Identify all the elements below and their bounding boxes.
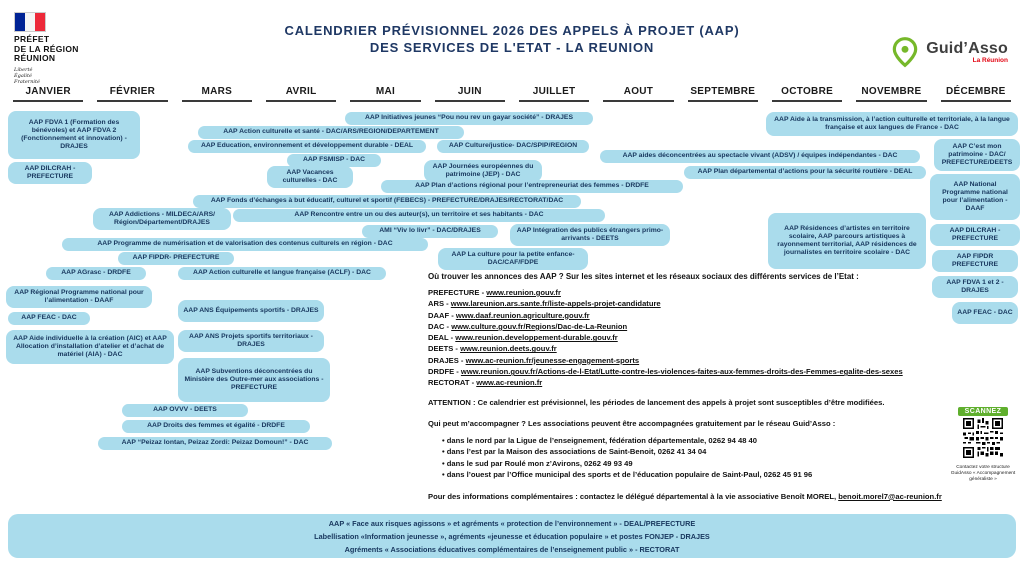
accompany-heading: Qui peut m’accompagner ? Les associations peuvent être accompagnées gratuitement par le réseau Guid’Asso : (428, 418, 836, 428)
agency-name: RECTORAT - (428, 378, 477, 388)
calendar-bar: AAP Education, environnement et développement durable - DEAL (188, 140, 426, 153)
month-header: JUIN (435, 86, 505, 102)
scannez-badge: SCANNEZ (958, 407, 1009, 416)
agency-link-row (428, 310, 1006, 321)
calendar-bar: AAP FIPDR- PREFECTURE (118, 252, 234, 265)
agency-url-link[interactable]: www.ac-reunion.fr/jeunesse-engagement-sports (465, 355, 640, 365)
calendar-bar: AAP La culture pour la petite enfance- DAC/CAF/FDPE (438, 248, 588, 270)
calendar-bar: AAP Culture/justice- DAC/SPIP/REGION (437, 140, 589, 153)
month-header: FÉVRIER (97, 86, 167, 102)
calendar-bar: AAP FDVA 1 (Formation des bénévoles) et AAP FDVA 2 (Fonctionnement et innovation) - DRAJES (8, 111, 140, 159)
calendar-bar: AAP Résidences d’artistes en territoire scolaire, AAP parcours artistiques à rayonnement territorial, AAP résidences de journalistes en territoire scolaire - DAC (768, 213, 926, 269)
agency-link-row (428, 321, 1006, 332)
month-header: JUILLET (519, 86, 589, 102)
contact-text: Pour des informations complémentaires : contactez le délégué départemental à la vie associative Benoît MOREL, (428, 491, 839, 501)
month-header: AOUT (603, 86, 673, 102)
contact-line (428, 492, 1006, 501)
agency-name: DEAL - (428, 333, 456, 343)
month-header: OCTOBRE (772, 86, 842, 102)
info-heading: Où trouver les annonces des AAP ? Sur les sites internet et les réseaux sociaux des différents services de l’Etat : (428, 272, 859, 281)
agency-name: DAC - (428, 321, 452, 331)
prefet-motto: Liberté Égalité Fraternité (14, 66, 40, 85)
agency-url-link[interactable]: www.reunion.deets.gouv.fr (460, 344, 557, 354)
qr-block (946, 400, 1020, 482)
calendar-bar: AAP Subventions déconcentrées du Ministère des Outre-mer aux associations - PREFECTURE (178, 358, 330, 402)
agency-link-row (428, 332, 1006, 343)
month-header: NOVEMBRE (856, 86, 926, 102)
agency-link-row (428, 377, 1006, 388)
agency-url-link[interactable]: www.lareunion.ars.sante.fr/liste-appels-projet-candidature (450, 299, 661, 309)
agency-link-row (428, 287, 1006, 298)
calendar-bar: AAP Aide à la transmission, à l’action culturelle et territoriale, à la langue française et aux langues de France - DAC (766, 112, 1018, 136)
month-header: MAI (350, 86, 420, 102)
agency-name: DRAJES - (428, 355, 466, 365)
calendar-bar: AAP FEAC - DAC (952, 302, 1018, 324)
calendar-bar: AAP AGrasc - DRDFE (46, 267, 146, 280)
agency-link-row (428, 343, 1006, 354)
calendar-bar: AAP ANS Équipements sportifs - DRAJES (178, 300, 324, 322)
calendar-bar: AAP DILCRAH - PREFECTURE (930, 224, 1020, 246)
agency-name: DRDFE - (428, 367, 461, 377)
agency-link-row (428, 355, 1006, 366)
title-line2: DES SERVICES DE L'ETAT - LA REUNION (369, 40, 655, 55)
calendar-bar: AAP Programme de numérisation et de valorisation des contenus culturels en région - DAC (62, 238, 428, 251)
prefet-line1: PRÉFET (14, 34, 50, 44)
footer-line: Labellisation «Information jeunesse », agréments «jeunesse et éducation populaire » et postes FONJEP - DRAJES (314, 531, 710, 541)
agency-name: DAAF - (428, 310, 456, 320)
calendar-bar: AAP aides déconcentrées au spectacle vivant (ADSV) / équipes indépendantes - DAC (600, 150, 920, 163)
calendar-bar: AAP Action culturelle et santé - DAC/ARS/REGION/DEPARTEMENT (198, 126, 464, 139)
calendar-bar: AAP Plan départemental d’actions pour la sécurité routière - DEAL (684, 166, 926, 179)
month-header: JANVIER (13, 86, 83, 102)
calendar-bar: AAP Journées européennes du patrimoine (JEP) - DAC (424, 160, 542, 182)
calendar-bar: AAP Initiatives jeunes “Pou nou rev un gayar société” - DRAJES (345, 112, 593, 125)
footer-banner (8, 514, 1016, 558)
calendar-bar: AAP Vacances culturelles - DAC (267, 166, 353, 188)
agency-link-row (428, 366, 1006, 377)
calendar-bar: AAP National Programme national pour l’alimentation - DAAF (930, 174, 1020, 220)
calendar-bar: AAP Rencontre entre un ou des auteur(s), un territoire et ses habitants - DAC (233, 209, 605, 222)
calendar-bar: AAP DILCRAH - PREFECTURE (8, 162, 92, 184)
helper-item: • dans le sud par Roulé mon z’Avirons, 0262 49 93 49 (442, 458, 1006, 470)
calendar-bar: AAP Régional Programme national pour l’alimentation - DAAF (6, 286, 152, 308)
calendar-bar: AAP FSMISP - DAC (287, 154, 381, 167)
helper-item: • dans l’ouest par l’Office municipal des sports et de l’éducation populaire de Saint-Paul, 0262 45 91 96 (442, 469, 1006, 481)
calendar-bar: AAP “Peizaz lontan, Peizaz Zordi: Peizaz Domoun!” - DAC (98, 437, 332, 450)
calendar-bar: AAP Intégration des publics étrangers primo-arrivants - DEETS (510, 224, 670, 246)
calendar-bar: AAP Droits des femmes et égalité - DRDFE (122, 420, 310, 433)
guidasso-region: La Réunion (972, 57, 1008, 64)
calendar-bar: AAP Addictions - MILDECA/ARS/ Région/Département/DRAJES (93, 208, 231, 230)
title-line1: CALENDRIER PRÉVISIONNEL 2026 DES APPELS À PROJET (AAP) (284, 23, 740, 38)
qr-caption: Contactez votre structure GuidAsso « Accompagnement généraliste » (950, 465, 1016, 482)
helper-item: • dans le nord par la Ligue de l’enseignement, fédération départementale, 0262 94 48 40 (442, 435, 1006, 447)
calendar-bar: AAP OVVV - DEETS (122, 404, 248, 417)
calendar-bar: AAP ANS Projets sportifs territoriaux - DRAJES (178, 330, 324, 352)
agency-url-link[interactable]: www.reunion.gouv.fr (486, 288, 561, 297)
calendar-bar: AAP FEAC - DAC (8, 312, 90, 325)
month-header: AVRIL (266, 86, 336, 102)
agency-name: DEETS - (428, 344, 461, 354)
month-header: SEPTEMBRE (688, 86, 758, 102)
month-header: MARS (182, 86, 252, 102)
calendar-bar: AAP FIPDR PREFECTURE (932, 250, 1018, 272)
footer-line: Agréments « Associations éducatives complémentaires de l’enseignement public » - RECTORAT (344, 544, 680, 554)
footer-line: AAP « Face aux risques agissons » et agréments « protection de l’environnement » - DEAL/PREFECTURE (328, 518, 696, 528)
contact-email-link[interactable]: benoit.morel7@ac-reunion.fr (838, 491, 942, 501)
agency-url-link[interactable]: www.culture.gouv.fr/Regions/Dac-de-La-Reunion (451, 321, 628, 331)
agency-links-list (428, 287, 1006, 389)
agency-url-link[interactable]: www.reunion.developpement-durable.gouv.fr (455, 333, 618, 343)
month-header: DÉCEMBRE (941, 86, 1011, 102)
agency-url-link[interactable]: www.ac-reunion.fr (476, 378, 543, 388)
guidasso-name: Guid’Asso (926, 40, 1008, 57)
helper-item: • dans l’est par la Maison des associations de Saint-Benoit, 0262 41 34 04 (442, 446, 1006, 458)
agency-url-link[interactable]: www.reunion.gouv.fr/Actions-de-l-Etat/Lutte-contre-les-violences-faites-aux-femmes-droits-des-Femmes-egalite-des-sexes (460, 367, 903, 377)
agency-link-row (428, 298, 1006, 309)
prefet-line3: RÉUNION (14, 53, 56, 63)
calendar-bar: AAP Action culturelle et langue française (ACLF) - DAC (178, 267, 386, 280)
calendar-bar: AAP FDVA 1 et 2 - DRAJES (932, 276, 1018, 298)
calendar-bar: AMI “Viv lo livr” - DAC/DRAJES (362, 225, 498, 238)
attention-note: ATTENTION : Ce calendrier est prévisionnel, les périodes de lancement des appels à projet sont susceptibles d’être modifiées. (428, 397, 885, 407)
calendar-bar: AAP Plan d’actions régional pour l’entrepreneuriat des femmes - DRDFE (381, 180, 683, 193)
qr-code (946, 418, 1020, 463)
agency-name: ARS - (428, 299, 451, 309)
info-block (428, 272, 1006, 501)
calendar-bar: AAP Aide individuelle à la création (AIC) et AAP Allocation d’installation d’atelier et d’achat de matériel (AIA) - DAC (6, 330, 174, 364)
prefet-line2: DE LA RÉGION (14, 43, 79, 54)
calendar-bar: AAP C’est mon patrimoine - DAC/ PREFECTURE/DEETS (934, 139, 1020, 171)
agency-name: PREFECTURE - (428, 288, 487, 297)
helpers-list (442, 435, 1006, 481)
agency-url-link[interactable]: www.daaf.reunion.agriculture.gouv.fr (455, 310, 590, 320)
calendar-bar: AAP Fonds d’échanges à but éducatif, culturel et sportif (FEBECS) - PREFECTURE/DRAJES/RECTORAT/DAC (193, 195, 581, 208)
